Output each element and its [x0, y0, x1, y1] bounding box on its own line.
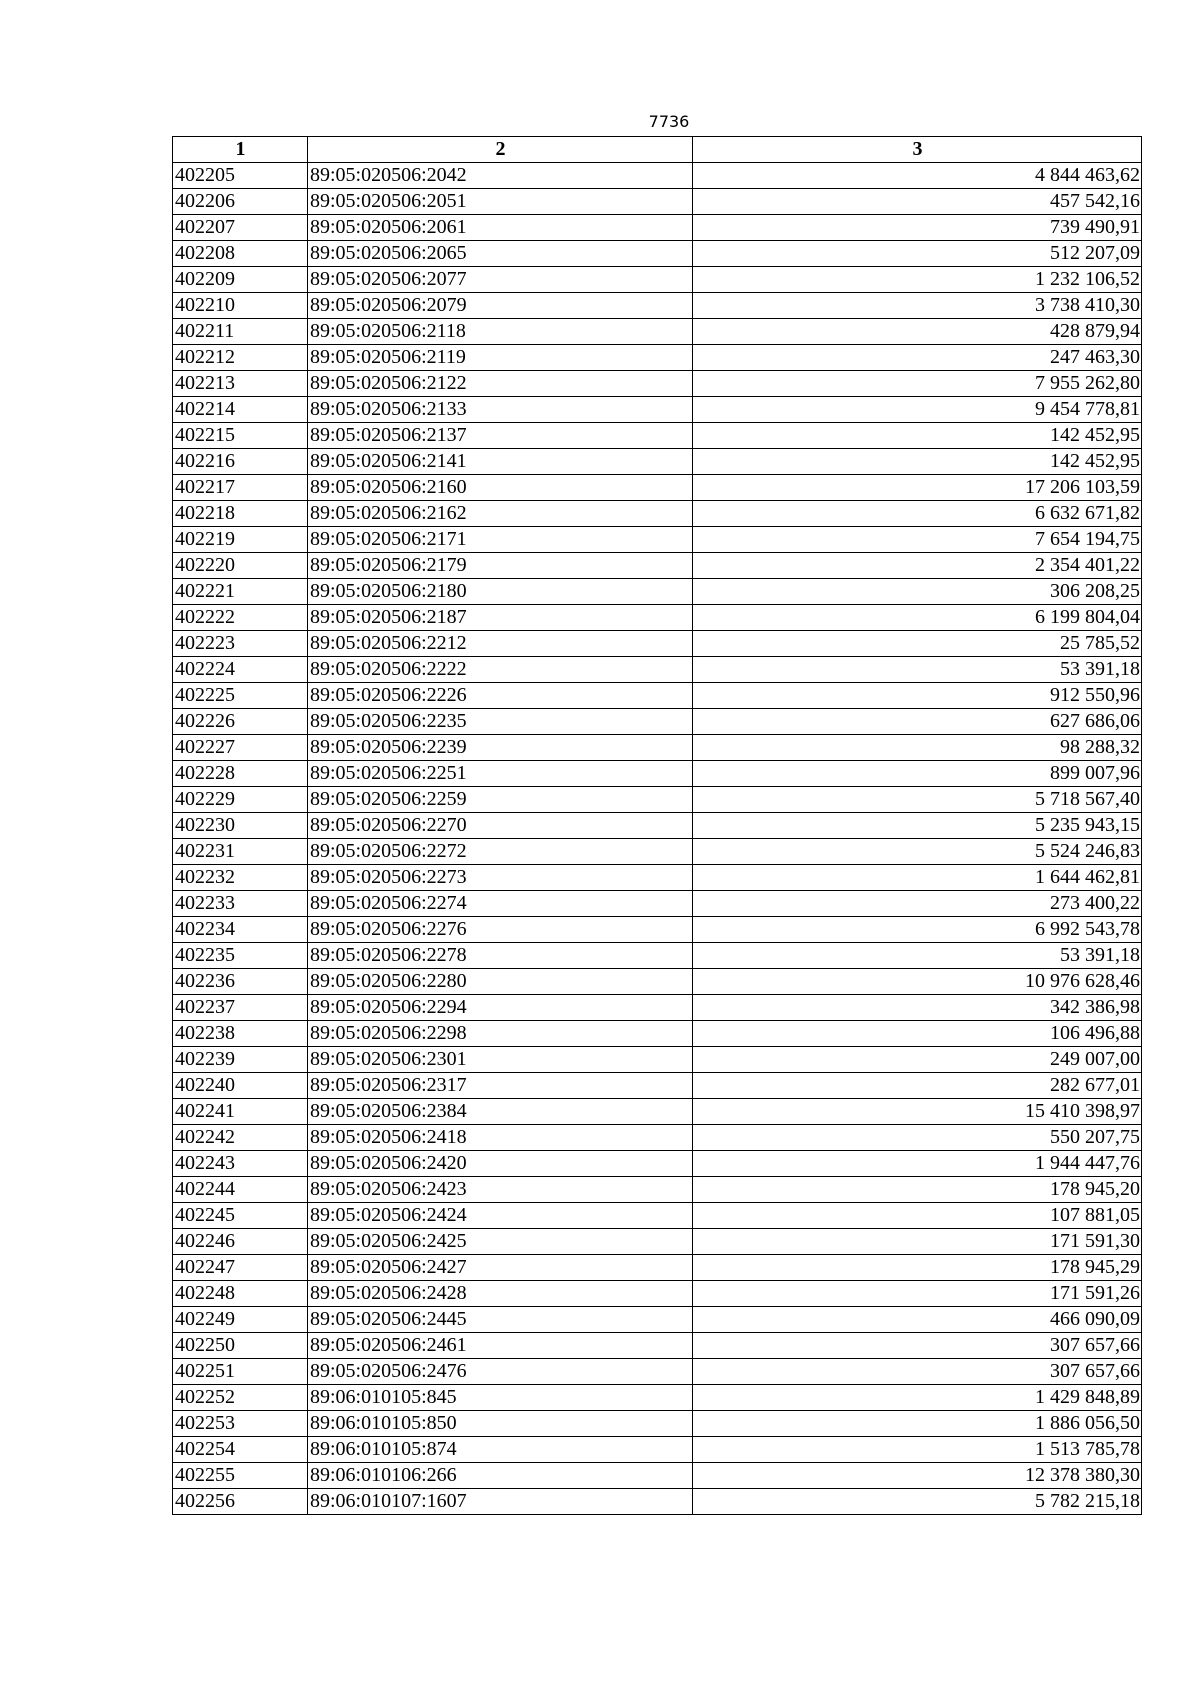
table-row: [173, 605, 1142, 631]
row-number-cell: 402252: [173, 1385, 308, 1411]
row-number-cell: 402218: [173, 501, 308, 527]
value-cell: 1 944 447,76: [693, 1151, 1142, 1177]
cadastral-number-cell: 89:05:020506:2461: [308, 1333, 693, 1359]
cadastral-number-cell: 89:05:020506:2212: [308, 631, 693, 657]
value-cell: 6 992 543,78: [693, 917, 1142, 943]
value-cell: 273 400,22: [693, 891, 1142, 917]
table-body: [173, 163, 1142, 1515]
row-number-cell: 402215: [173, 423, 308, 449]
column-header-2: 2: [308, 137, 693, 163]
table-row: [173, 319, 1142, 345]
cadastral-number-cell: 89:05:020506:2425: [308, 1229, 693, 1255]
cadastral-number-cell: 89:05:020506:2079: [308, 293, 693, 319]
value-cell: 627 686,06: [693, 709, 1142, 735]
value-cell: 899 007,96: [693, 761, 1142, 787]
cadastral-number-cell: 89:05:020506:2122: [308, 371, 693, 397]
table-row: [173, 1385, 1142, 1411]
value-cell: 25 785,52: [693, 631, 1142, 657]
cadastral-number-cell: 89:05:020506:2137: [308, 423, 693, 449]
row-number-cell: 402246: [173, 1229, 308, 1255]
data-table: [172, 136, 1142, 1515]
row-number-cell: 402245: [173, 1203, 308, 1229]
value-cell: 5 718 567,40: [693, 787, 1142, 813]
row-number-cell: 402230: [173, 813, 308, 839]
cadastral-number-cell: 89:05:020506:2445: [308, 1307, 693, 1333]
header-row: [173, 137, 1142, 163]
cadastral-number-cell: 89:05:020506:2119: [308, 345, 693, 371]
table-row: [173, 995, 1142, 1021]
row-number-cell: 402220: [173, 553, 308, 579]
row-number-cell: 402241: [173, 1099, 308, 1125]
value-cell: 53 391,18: [693, 657, 1142, 683]
table-row: [173, 1021, 1142, 1047]
row-number-cell: 402216: [173, 449, 308, 475]
cadastral-number-cell: 89:05:020506:2270: [308, 813, 693, 839]
row-number-cell: 402219: [173, 527, 308, 553]
row-number-cell: 402222: [173, 605, 308, 631]
table-row: [173, 371, 1142, 397]
table-row: [173, 1255, 1142, 1281]
value-cell: 171 591,26: [693, 1281, 1142, 1307]
table-row: [173, 215, 1142, 241]
cadastral-number-cell: 89:05:020506:2180: [308, 579, 693, 605]
cadastral-number-cell: 89:05:020506:2420: [308, 1151, 693, 1177]
cadastral-number-cell: 89:05:020506:2424: [308, 1203, 693, 1229]
value-cell: 247 463,30: [693, 345, 1142, 371]
cadastral-number-cell: 89:06:010106:266: [308, 1463, 693, 1489]
row-number-cell: 402208: [173, 241, 308, 267]
value-cell: 17 206 103,59: [693, 475, 1142, 501]
table-row: [173, 553, 1142, 579]
row-number-cell: 402223: [173, 631, 308, 657]
row-number-cell: 402256: [173, 1489, 308, 1515]
row-number-cell: 402238: [173, 1021, 308, 1047]
row-number-cell: 402250: [173, 1333, 308, 1359]
row-number-cell: 402254: [173, 1437, 308, 1463]
value-cell: 739 490,91: [693, 215, 1142, 241]
cadastral-number-cell: 89:05:020506:2317: [308, 1073, 693, 1099]
cadastral-number-cell: 89:05:020506:2384: [308, 1099, 693, 1125]
table-row: [173, 1281, 1142, 1307]
table-row: [173, 787, 1142, 813]
cadastral-number-cell: 89:05:020506:2162: [308, 501, 693, 527]
table-row: [173, 527, 1142, 553]
cadastral-number-cell: 89:05:020506:2226: [308, 683, 693, 709]
value-cell: 6 199 804,04: [693, 605, 1142, 631]
row-number-cell: 402247: [173, 1255, 308, 1281]
cadastral-number-cell: 89:05:020506:2179: [308, 553, 693, 579]
cadastral-number-cell: 89:05:020506:2171: [308, 527, 693, 553]
table-row: [173, 1359, 1142, 1385]
table-row: [173, 969, 1142, 995]
value-cell: 4 844 463,62: [693, 163, 1142, 189]
value-cell: 142 452,95: [693, 449, 1142, 475]
cadastral-number-cell: 89:05:020506:2235: [308, 709, 693, 735]
value-cell: 249 007,00: [693, 1047, 1142, 1073]
table-row: [173, 657, 1142, 683]
value-cell: 53 391,18: [693, 943, 1142, 969]
table-row: [173, 293, 1142, 319]
row-number-cell: 402214: [173, 397, 308, 423]
value-cell: 98 288,32: [693, 735, 1142, 761]
row-number-cell: 402229: [173, 787, 308, 813]
value-cell: 1 886 056,50: [693, 1411, 1142, 1437]
page-number: 7736: [648, 112, 690, 131]
row-number-cell: 402211: [173, 319, 308, 345]
cadastral-number-cell: 89:05:020506:2298: [308, 1021, 693, 1047]
table-row: [173, 683, 1142, 709]
cadastral-number-cell: 89:06:010107:1607: [308, 1489, 693, 1515]
value-cell: 178 945,29: [693, 1255, 1142, 1281]
row-number-cell: 402253: [173, 1411, 308, 1437]
row-number-cell: 402242: [173, 1125, 308, 1151]
value-cell: 7 955 262,80: [693, 371, 1142, 397]
value-cell: 10 976 628,46: [693, 969, 1142, 995]
value-cell: 306 208,25: [693, 579, 1142, 605]
value-cell: 5 524 246,83: [693, 839, 1142, 865]
cadastral-number-cell: 89:05:020506:2061: [308, 215, 693, 241]
value-cell: 5 235 943,15: [693, 813, 1142, 839]
table-row: [173, 189, 1142, 215]
table-row: [173, 865, 1142, 891]
row-number-cell: 402236: [173, 969, 308, 995]
row-number-cell: 402248: [173, 1281, 308, 1307]
cadastral-number-cell: 89:05:020506:2280: [308, 969, 693, 995]
table-row: [173, 1073, 1142, 1099]
cadastral-number-cell: 89:05:020506:2042: [308, 163, 693, 189]
value-cell: 15 410 398,97: [693, 1099, 1142, 1125]
table-row: [173, 501, 1142, 527]
row-number-cell: 402231: [173, 839, 308, 865]
table-row: [173, 345, 1142, 371]
table-row: [173, 1203, 1142, 1229]
table-row: [173, 839, 1142, 865]
value-cell: 307 657,66: [693, 1333, 1142, 1359]
table-row: [173, 1411, 1142, 1437]
column-header-1: 1: [173, 137, 308, 163]
table-row: [173, 1047, 1142, 1073]
value-cell: 1 232 106,52: [693, 267, 1142, 293]
cadastral-number-cell: 89:05:020506:2259: [308, 787, 693, 813]
row-number-cell: 402249: [173, 1307, 308, 1333]
row-number-cell: 402205: [173, 163, 308, 189]
value-cell: 106 496,88: [693, 1021, 1142, 1047]
value-cell: 512 207,09: [693, 241, 1142, 267]
cadastral-number-cell: 89:05:020506:2077: [308, 267, 693, 293]
row-number-cell: 402225: [173, 683, 308, 709]
value-cell: 1 429 848,89: [693, 1385, 1142, 1411]
value-cell: 466 090,09: [693, 1307, 1142, 1333]
cadastral-number-cell: 89:05:020506:2118: [308, 319, 693, 345]
row-number-cell: 402210: [173, 293, 308, 319]
cadastral-number-cell: 89:06:010105:850: [308, 1411, 693, 1437]
value-cell: 3 738 410,30: [693, 293, 1142, 319]
table-row: [173, 579, 1142, 605]
table-row: [173, 813, 1142, 839]
cadastral-number-cell: 89:05:020506:2273: [308, 865, 693, 891]
cadastral-number-cell: 89:05:020506:2051: [308, 189, 693, 215]
table-row: [173, 423, 1142, 449]
value-cell: 12 378 380,30: [693, 1463, 1142, 1489]
cadastral-number-cell: 89:05:020506:2272: [308, 839, 693, 865]
value-cell: 178 945,20: [693, 1177, 1142, 1203]
cadastral-number-cell: 89:05:020506:2427: [308, 1255, 693, 1281]
cadastral-number-cell: 89:05:020506:2133: [308, 397, 693, 423]
cadastral-number-cell: 89:05:020506:2423: [308, 1177, 693, 1203]
cadastral-number-cell: 89:05:020506:2418: [308, 1125, 693, 1151]
cadastral-number-cell: 89:05:020506:2251: [308, 761, 693, 787]
table-row: [173, 1151, 1142, 1177]
row-number-cell: 402207: [173, 215, 308, 241]
value-cell: 7 654 194,75: [693, 527, 1142, 553]
table-row: [173, 891, 1142, 917]
cadastral-number-cell: 89:06:010105:874: [308, 1437, 693, 1463]
value-cell: 307 657,66: [693, 1359, 1142, 1385]
value-cell: 171 591,30: [693, 1229, 1142, 1255]
value-cell: 1 513 785,78: [693, 1437, 1142, 1463]
cadastral-number-cell: 89:05:020506:2278: [308, 943, 693, 969]
row-number-cell: 402232: [173, 865, 308, 891]
value-cell: 6 632 671,82: [693, 501, 1142, 527]
cadastral-number-cell: 89:05:020506:2428: [308, 1281, 693, 1307]
cadastral-number-cell: 89:05:020506:2294: [308, 995, 693, 1021]
row-number-cell: 402217: [173, 475, 308, 501]
table-row: [173, 631, 1142, 657]
row-number-cell: 402209: [173, 267, 308, 293]
table-row: [173, 709, 1142, 735]
cadastral-number-cell: 89:05:020506:2160: [308, 475, 693, 501]
table-row: [173, 1099, 1142, 1125]
row-number-cell: 402221: [173, 579, 308, 605]
row-number-cell: 402233: [173, 891, 308, 917]
value-cell: 457 542,16: [693, 189, 1142, 215]
value-cell: 142 452,95: [693, 423, 1142, 449]
table-row: [173, 397, 1142, 423]
cadastral-number-cell: 89:05:020506:2476: [308, 1359, 693, 1385]
table-row: [173, 1489, 1142, 1515]
cadastral-number-cell: 89:05:020506:2274: [308, 891, 693, 917]
row-number-cell: 402251: [173, 1359, 308, 1385]
table-row: [173, 735, 1142, 761]
table-row: [173, 917, 1142, 943]
cadastral-number-cell: 89:05:020506:2239: [308, 735, 693, 761]
table-row: [173, 449, 1142, 475]
table-row: [173, 1437, 1142, 1463]
table-row: [173, 1333, 1142, 1359]
value-cell: 342 386,98: [693, 995, 1142, 1021]
row-number-cell: 402243: [173, 1151, 308, 1177]
row-number-cell: 402240: [173, 1073, 308, 1099]
row-number-cell: 402235: [173, 943, 308, 969]
value-cell: 2 354 401,22: [693, 553, 1142, 579]
row-number-cell: 402237: [173, 995, 308, 1021]
row-number-cell: 402234: [173, 917, 308, 943]
row-number-cell: 402206: [173, 189, 308, 215]
cadastral-number-cell: 89:05:020506:2065: [308, 241, 693, 267]
value-cell: 9 454 778,81: [693, 397, 1142, 423]
row-number-cell: 402227: [173, 735, 308, 761]
cadastral-number-cell: 89:05:020506:2301: [308, 1047, 693, 1073]
value-cell: 5 782 215,18: [693, 1489, 1142, 1515]
row-number-cell: 402255: [173, 1463, 308, 1489]
value-cell: 912 550,96: [693, 683, 1142, 709]
table-row: [173, 1307, 1142, 1333]
table-row: [173, 1177, 1142, 1203]
value-cell: 550 207,75: [693, 1125, 1142, 1151]
table-row: [173, 163, 1142, 189]
row-number-cell: 402226: [173, 709, 308, 735]
value-cell: 282 677,01: [693, 1073, 1142, 1099]
cadastral-number-cell: 89:05:020506:2276: [308, 917, 693, 943]
row-number-cell: 402239: [173, 1047, 308, 1073]
table-row: [173, 1229, 1142, 1255]
row-number-cell: 402228: [173, 761, 308, 787]
table-row: [173, 943, 1142, 969]
value-cell: 107 881,05: [693, 1203, 1142, 1229]
value-cell: 428 879,94: [693, 319, 1142, 345]
cadastral-number-cell: 89:05:020506:2141: [308, 449, 693, 475]
row-number-cell: 402212: [173, 345, 308, 371]
row-number-cell: 402244: [173, 1177, 308, 1203]
cadastral-number-cell: 89:05:020506:2222: [308, 657, 693, 683]
table-row: [173, 761, 1142, 787]
table-row: [173, 1463, 1142, 1489]
column-header-3: 3: [693, 137, 1142, 163]
row-number-cell: 402213: [173, 371, 308, 397]
cadastral-number-cell: 89:05:020506:2187: [308, 605, 693, 631]
value-cell: 1 644 462,81: [693, 865, 1142, 891]
table-row: [173, 1125, 1142, 1151]
table-row: [173, 475, 1142, 501]
table-row: [173, 267, 1142, 293]
row-number-cell: 402224: [173, 657, 308, 683]
table-row: [173, 241, 1142, 267]
cadastral-number-cell: 89:06:010105:845: [308, 1385, 693, 1411]
